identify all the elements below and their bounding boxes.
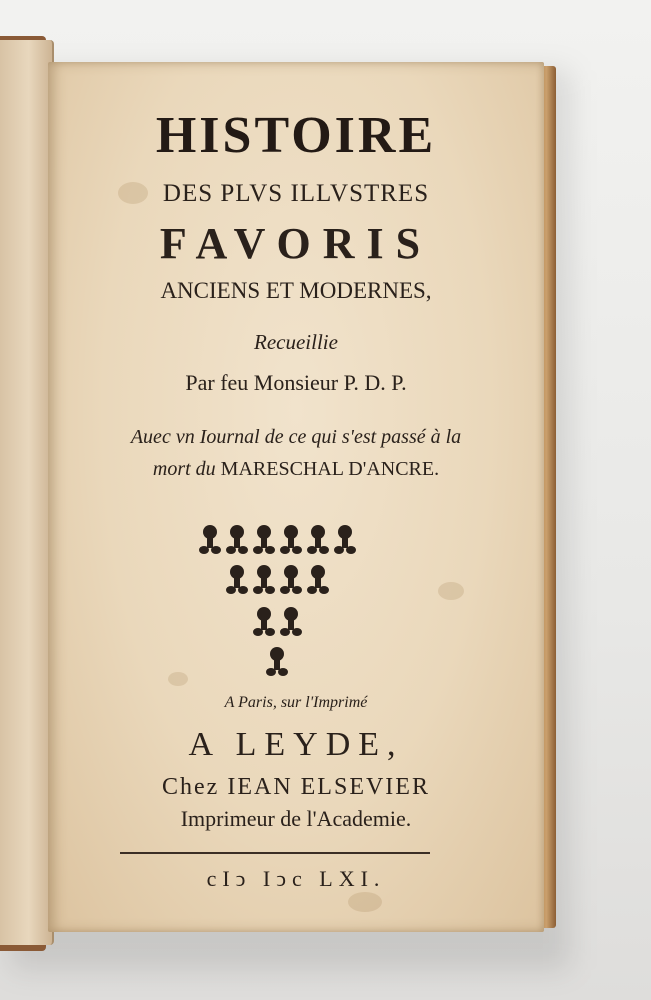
subtitle-journal-line: Auec vn Iournal de ce qui s'est passé à la (130, 426, 462, 448)
imprint-printer-title: Imprimeur de l'Academie. (180, 806, 412, 831)
foxing-spot (168, 672, 188, 686)
fleuron-row-3 (253, 607, 302, 636)
imprint-date: cIↄ Iↄc LXI. (206, 866, 386, 891)
title-favoris: FAVORIS (159, 219, 433, 268)
title-recueillie: Recueillie (254, 330, 338, 354)
title-page (48, 62, 544, 932)
author-line: Par feu Monsieur P. D. P. (185, 370, 407, 395)
imprint-city: A LEYDE, (188, 726, 404, 763)
imprint-note: A Paris, sur l'Imprimé (224, 694, 368, 711)
subtitle-mareschal-line (48, 458, 544, 481)
imprint-printer: Chez IEAN ELSEVIER (162, 774, 430, 800)
fleuron-row-1 (199, 525, 356, 554)
subtitle-mareschal: MARESCHAL D'ANCRE. (220, 458, 440, 480)
fleuron-row-2 (226, 565, 329, 594)
title-line-plus-illustres: DES PLVS ILLVSTRES (162, 180, 430, 207)
fleuron-ornament-icon (198, 518, 368, 678)
fleuron-row-4 (266, 647, 288, 676)
subtitle-mort-du: mort du (152, 458, 216, 480)
foxing-spot (438, 582, 464, 600)
left-page-edge (0, 40, 54, 945)
horizontal-rule (120, 852, 430, 854)
title-histoire: HISTOIRE (155, 107, 437, 164)
foxing-spot (348, 892, 382, 912)
title-anciens-modernes: ANCIENS ET MODERNES, (160, 278, 432, 303)
